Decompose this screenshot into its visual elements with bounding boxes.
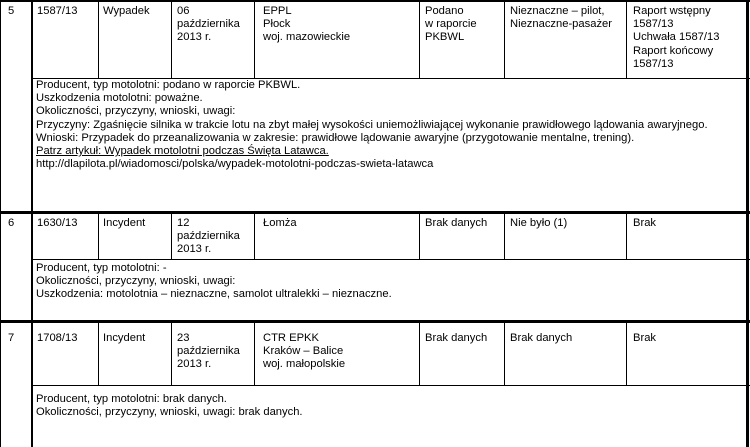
column-divider bbox=[626, 212, 627, 260]
record-number: 1587/13 bbox=[37, 5, 78, 17]
detail-line: Wnioski: Przypadek do przeanalizowania w zakresie: prawidłowe lądowanie awaryjne (przygotowanie mentalne, trening). bbox=[36, 131, 635, 144]
column-divider bbox=[171, 321, 172, 386]
record-number: 1708/13 bbox=[37, 332, 78, 344]
record-place: Łomża bbox=[263, 217, 297, 229]
record-type: Incydent bbox=[103, 217, 146, 229]
column-divider bbox=[504, 321, 505, 386]
record-lp: 5 bbox=[8, 5, 15, 17]
detail-line: Producent, typ motolotni: podano w raporcie PKBWL. bbox=[36, 79, 301, 91]
record-type: Wypadek bbox=[103, 5, 150, 17]
table-border-right bbox=[746, 0, 749, 447]
record-investigation: Brak danych bbox=[425, 217, 488, 229]
row-divider bbox=[32, 259, 750, 260]
record-divider bbox=[0, 320, 750, 323]
column-divider bbox=[504, 0, 505, 79]
detail-line: Okoliczności, przyczyny, wnioski, uwagi: bbox=[36, 275, 236, 288]
record-documents: Brak bbox=[633, 217, 657, 229]
article-link[interactable]: Patrz artykuł: Wypadek motolotni podczas Święta Latawca. bbox=[36, 145, 329, 158]
record-date: 06 października 2013 r. bbox=[177, 5, 240, 44]
record-place: CTR EPKK Kraków – Balice woj. małopolskie bbox=[263, 332, 346, 371]
column-divider bbox=[254, 0, 255, 79]
record-lp: 7 bbox=[8, 332, 15, 344]
record-date: 23 października 2013 r. bbox=[177, 332, 240, 371]
column-divider bbox=[626, 0, 627, 79]
column-divider bbox=[419, 321, 420, 386]
detail-line: Okoliczności, przyczyny, wnioski, uwagi: brak danych. bbox=[36, 406, 303, 419]
column-divider bbox=[171, 0, 172, 79]
column-divider bbox=[419, 212, 420, 260]
record-injuries: Brak danych bbox=[510, 332, 573, 344]
column-divider bbox=[31, 0, 33, 447]
table-border-top bbox=[0, 0, 750, 2]
column-divider bbox=[98, 0, 99, 79]
column-divider bbox=[626, 321, 627, 386]
record-investigation: Brak danych bbox=[425, 332, 488, 344]
detail-line: Okoliczności, przyczyny, wnioski, uwagi: bbox=[36, 105, 236, 118]
detail-line: Producent, typ motolotni: - bbox=[36, 262, 167, 274]
column-divider bbox=[419, 0, 420, 79]
record-divider bbox=[0, 211, 750, 214]
detail-line: Uszkodzenia motolotni: poważne. bbox=[36, 92, 203, 105]
column-divider bbox=[98, 321, 99, 386]
column-divider bbox=[254, 212, 255, 260]
record-details bbox=[36, 79, 740, 171]
record-details bbox=[36, 262, 740, 302]
record-investigation: Podano w raporcie PKBWL bbox=[425, 5, 477, 44]
column-divider bbox=[254, 321, 255, 386]
detail-line: Przyczyny: Zgaśnięcie silnika w trakcie lotu na zbyt małej wysokości uniemożliwiającej wykonanie prawidłowego lądowania awaryjnego. bbox=[36, 118, 708, 131]
column-divider bbox=[171, 212, 172, 260]
detail-line: Producent, typ motolotni: brak danych. bbox=[36, 393, 227, 405]
detail-line: Uszkodzenia: motolotnia – nieznaczne, samolot ultralekki – nieznaczne. bbox=[36, 288, 392, 301]
record-number: 1630/13 bbox=[37, 217, 78, 229]
row-divider bbox=[32, 385, 750, 386]
record-documents: Raport wstępny 1587/13 Uchwała 1587/13 Raport końcowy 1587/13 bbox=[633, 5, 720, 70]
record-details bbox=[36, 393, 740, 419]
record-injuries: Nie było (1) bbox=[510, 217, 568, 229]
table-border-left bbox=[0, 0, 1, 447]
record-place: EPPL Płock woj. mazowieckie bbox=[263, 5, 351, 44]
record-type: Incydent bbox=[103, 332, 146, 344]
record-lp: 6 bbox=[8, 217, 15, 229]
record-date: 12 października 2013 r. bbox=[177, 217, 240, 256]
article-url: http://dlapilota.pl/wiadomosci/polska/wypadek-motolotni-podczas-swieta-latawca bbox=[36, 158, 434, 171]
record-documents: Brak bbox=[633, 332, 657, 344]
column-divider bbox=[504, 212, 505, 260]
record-injuries: Nieznaczne – pilot, Nieznaczne-pasażer bbox=[510, 5, 612, 31]
column-divider bbox=[98, 212, 99, 260]
